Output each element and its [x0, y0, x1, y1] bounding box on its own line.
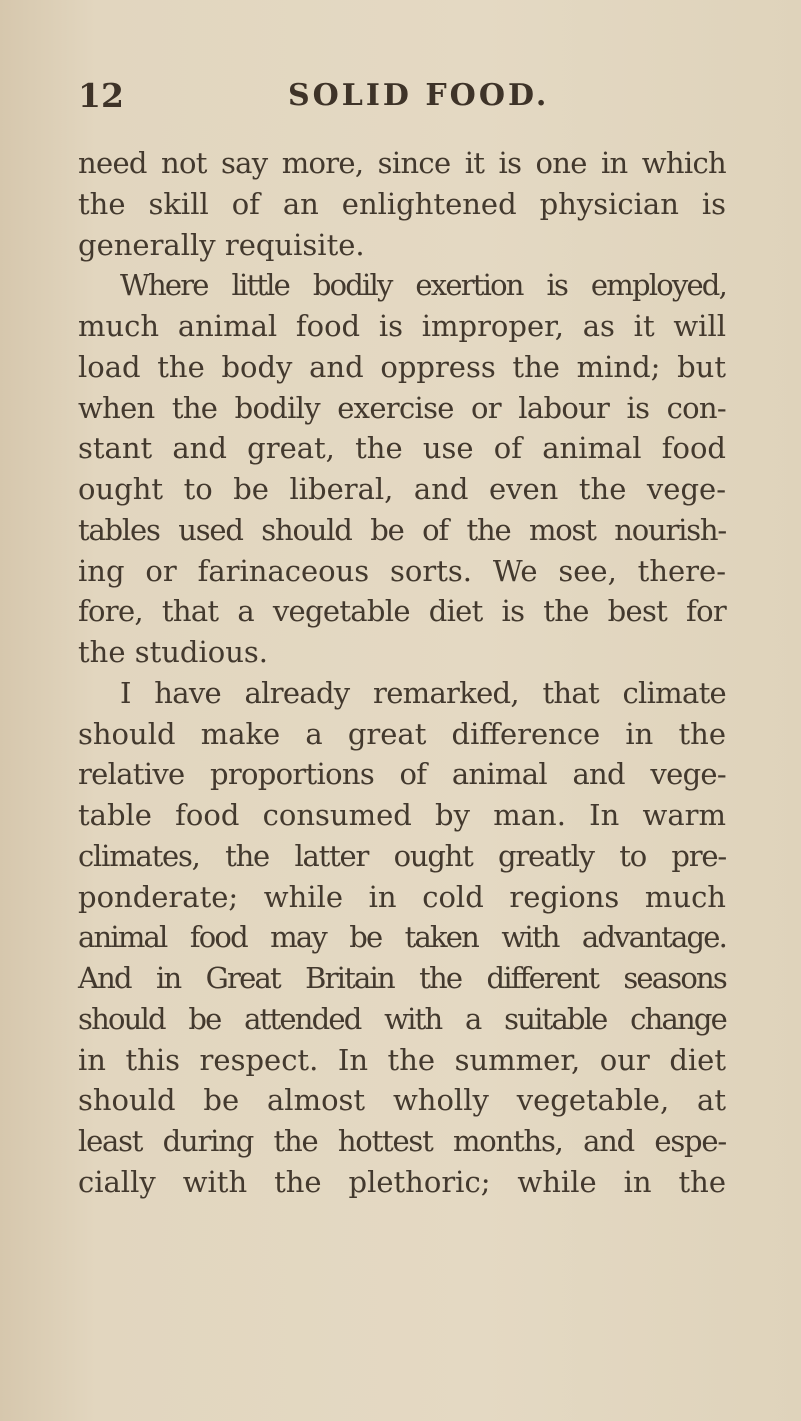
text-line: least during the hottest months, and espe- [78, 1124, 726, 1158]
text-line: load the body and oppress the mind; but [78, 349, 726, 384]
page-number: 12 [78, 76, 124, 115]
text-line: need not say more, since it is one in which [78, 146, 726, 180]
text-line: I have already remarked, that climate [120, 675, 726, 710]
text-line: generally requisite. [78, 227, 365, 262]
text-line: ing or farinaceous sorts. We see, there- [78, 553, 726, 588]
text-line: Where little bodily exertion is employed, [120, 268, 726, 303]
page-header [78, 76, 738, 116]
text-line: fore, that a vegetable diet is the best for [78, 594, 726, 629]
text-line: relative proportions of animal and vege- [78, 757, 726, 792]
text-line: animal food may be taken with advantage. [78, 920, 726, 955]
text-line: And in Great Britain the different seasons [78, 961, 726, 995]
text-line: ought to be liberal, and even the vege- [78, 472, 726, 506]
text-line: table food consumed by man. In warm [78, 798, 726, 832]
text-line: much animal food is improper, as it will [78, 309, 726, 343]
text-line: should be attended with a suitable change [78, 1001, 726, 1036]
text-line: in this respect. In the summer, our diet [78, 1042, 726, 1077]
text-line: should be almost wholly vegetable, at [78, 1083, 726, 1118]
text-line: should make a great difference in the [78, 716, 726, 751]
text-line: stant and great, the use of animal food [78, 431, 726, 466]
running-head: SOLID FOOD. [288, 78, 550, 113]
text-line: cially with the plethoric; while in the [78, 1164, 726, 1199]
text-line: climates, the latter ought greatly to pre- [78, 838, 726, 873]
text-line: the studious. [78, 635, 269, 669]
text-line: when the bodily exercise or labour is con- [78, 390, 726, 425]
text-line: ponderate; while in cold regions much [78, 879, 726, 914]
text-line: the skill of an enlightened physician is [78, 186, 726, 221]
body-text [78, 143, 726, 1203]
text-line: tables used should be of the most nourish- [78, 512, 726, 547]
